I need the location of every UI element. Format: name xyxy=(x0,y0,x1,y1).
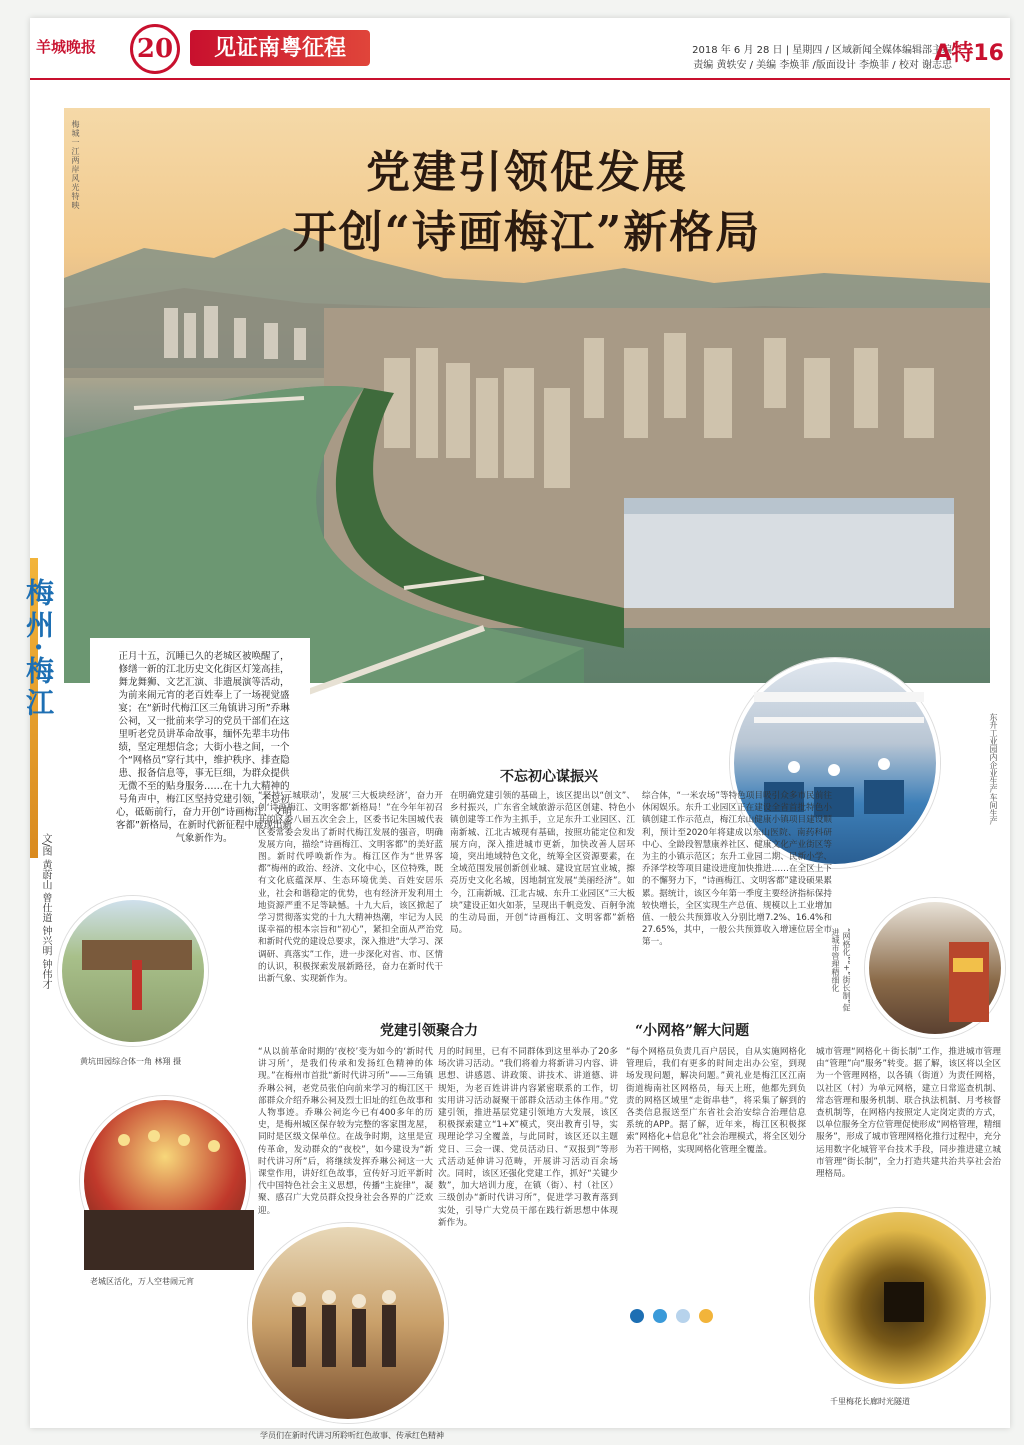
newspaper-logo: 羊城晚报 xyxy=(36,38,97,56)
caption-street: “网格化”“+”街长制”促进城市管理精细化 xyxy=(831,928,851,1012)
anniversary-badge: 20 xyxy=(130,24,180,74)
section-1-title: 不忘初心谋振兴 xyxy=(500,769,598,785)
countryside-illustration xyxy=(62,900,212,1050)
tunnel-photo xyxy=(810,1208,990,1388)
section-title: 见证南粤征程 xyxy=(190,30,370,66)
dot-light-blue xyxy=(653,1309,667,1323)
section-1-col-1: “坚持‘三城联动’，发展‘三大板块经济’，奋力开创‘诗画梅江、文明客都’新格局！”在今年年初召开的区委八届五次全会上，区委书记朱国城代表区委常委会发出了新时代梅江发展的强音，明确发展方向，描绘“诗画梅江、文明客都”的美好蓝图。新时代呼唤新作为。梅江区作为“世界客都”梅州的政治、经济、文化中心，区位特殊，既有文化底蕴深厚、生态环境优美、百姓安居乐业，社会和谐稳定的优势，也有经济开发利用土地资源严重不足等缺憾。十九大后，该区掀起了学习贯彻落实党的十九大精神热潮，牢记为人民谋幸福的根本宗旨和“初心”，紧扣全面从严治党和新时代党的建设总要求，深入推进“大学习、深调研、真落实”工作，进一步深化对省、市、区情的认识，积极探索发展新路径，奋力在新时代干出新气象、实现新作为。 xyxy=(258,791,443,985)
section-1-col-2: 在明确党建引领的基础上，该区提出以“创文”、乡村振兴，广东省全域旅游示范区创建、特色小镇创建等工作为主抓手，立足东升工业园区、江南新城、江北古城现有基础，按照功能定位和发展方向，深入推进城市更新，加快改善人居环境，突出地域特色文化，统筹全区资源要素，在全域范围发展创新创业城、建设宜居宜业城，擦亮历史文化名城，因地制宜发展“美丽经济”。如今，江南新城、江北古城、东升工业园区“三大板块”建设正如火如荼，呈现出千帆竞发、百舸争流的生动局面，开创“诗画梅江、文明客都”新格局。 xyxy=(450,791,635,936)
lantern-festival-photo xyxy=(80,1096,250,1266)
lecture-illustration xyxy=(252,1227,452,1427)
caption-countryside: 黄坑田园综合体一角 林翔 摄 xyxy=(80,1057,182,1066)
caption-tunnel: 千里梅花长廊时光隧道 xyxy=(830,1397,910,1406)
section-2-col-1: “从以前革命时期的‘夜校’变为如今的‘新时代讲习所’，是我们传承和发扬红色精神的体现。”在梅州市首批“新时代讲习所”——三角镇乔琳公祠，老党员张伯向前来学习的梅江区干部群众介绍乔琳公祠及烈士旧址的红色故事和人物事迹。乔琳公祠迄今已有400多年的历史，是梅州城区保存较为完整的客家围龙屋，同时是区级文保单位。在战争时期，这里是宣传革命，发动群众的“夜校”，如今建设为“新时代讲习所”后，将继续发挥乔琳公祠这一大课堂作用，讲好红色故事，宣传好习近平新时代中国特色社会主义思想，传播“主旋律”，凝聚、感召广大党员群众投身社会各界的广泛欢迎。 xyxy=(258,1047,433,1216)
byline: 文/图 黄蔚山 曾仕道 钟兴明 钟伟才 xyxy=(40,833,51,990)
caption-lantern-festival: 老城区活化，万人空巷闹元宵 xyxy=(90,1277,194,1286)
street-photo xyxy=(865,898,1005,1038)
dot-blue xyxy=(630,1309,644,1323)
lecture-hall-photo xyxy=(248,1223,448,1423)
section-3-col-1: “每个网格员负责几百户居民，自从实施网格化管理后，我们有更多的时间走出办公室，到现场发现问题，解决问题。”黄礼业是梅江区江南街道梅南社区网格员，每天上班，他都先到负责的网格区域里“走街串巷”，将采集了解到的各类信息报送至广东省社会治安综合治理信息系统的APP。据了解，近年来，梅江区积极探索“网格化+信息化”社会治理模式，将全区划分为若干网格，实现网格化管理全覆盖。 xyxy=(626,1047,806,1155)
hero-side-caption: 梅城一江两岸风光特映 xyxy=(71,120,80,210)
street-illustration xyxy=(869,902,1009,1042)
date-line: 2018 年 6 月 28 日 | 星期四 / 区域新闻全媒体编辑部主编 xyxy=(692,45,952,56)
caption-factory: 东升工业园内企业生产车间生产 xyxy=(989,713,998,825)
caption-lecture-hall: 学员们在新时代讲习所聆听红色故事、传承红色精神 xyxy=(260,1431,444,1440)
decorative-dots xyxy=(630,1308,717,1327)
page-number: A特16 xyxy=(934,41,1004,66)
section-2-col-2: 月的时间里，已有不同群体到这里举办了20多场次讲习活动。“我们将着力将新讲习内容、讲思想、讲感恩、讲政策、讲技术、讲道德、讲规矩，为老百姓讲讲内容紧密联系的工作，切实用讲习活动凝聚干部群众活动主体作用。”党建引领，推进基层党建引领地方大发展，该区积极探索建立“1+X”模式，突出教育引导，实现理论学习全覆盖，与此同时，该区还以主题党日、三会一课、党员活动日、“双报到”等形式活动延伸讲习范畴，开展讲习活动百余场次。同时，该区还强化党建工作，抓好“关键少数”，加大培训力度，在镇（街）、村（社区）三级创办“新时代讲习所”，促进学习教育落到实处，引导广大党员干部在践行新思想中体现新作为。 xyxy=(438,1047,618,1228)
hero-photo xyxy=(64,108,990,683)
masthead xyxy=(30,18,1010,80)
tunnel-illustration xyxy=(814,1212,994,1392)
section-1-col-3: 综合体，“一米农场”等特色项目吸引众多市民前往休闲娱乐。东升工业园区正在建设全省首批特色小镇创建工作示范点，梅江东山健康小镇项目建设顺利，预计至2020年将建成以东山医院、南药科研中心、全龄段智慧康养社区、健康文化产业街区等为主的小镇示范区；东升工业园二期、民新小学、乔泽学校等项目建设进度加快推进……在全区上下的不懈努力下，“诗画梅江、文明客都”建设硕果累累。据统计，该区今年第一季度主要经济指标保持较快增长，全区实现生产总值、规模以上工业增加值、一般公共预算收入分别比增7.2%、16.4%和27.65%，其中，一般公共预算收入增速位居全市第一。 xyxy=(642,791,832,948)
dot-gold xyxy=(699,1309,713,1323)
editors-line: 责编 黄轶安 / 美编 李焕菲 /版面设计 李焕菲 / 校对 谢志忠 xyxy=(693,60,952,71)
newspaper-page xyxy=(22,18,1010,1440)
city-name: 梅州·梅江 xyxy=(22,578,55,720)
section-3-col-2: 城市管理“网格化＋街长制”工作，推进城市管理由“管理”向“服务”转变。据了解，该区将以全区为一个管理网格，以各镇（街道）为责任网格，以社区（村）为单元网格，建立日常巡查机制、常态管理和服务机制、联合执法机制、月考核督查机制等，在网格内按照定人定岗定责的方式，以单位服务全方位管理促使形成“网格管理，精细服务”，形成了城市管理网格化推行过程中，充分运用数字化城管平台技术手段，同步推进建立城市管理“街长制”，全力打造共建共治共享社会治理格局。 xyxy=(816,1047,1001,1180)
section-2-title: 党建引领聚合力 xyxy=(380,1023,478,1039)
dot-pale-blue xyxy=(676,1309,690,1323)
section-3-title: “小网格”解大问题 xyxy=(635,1023,750,1039)
headline-line-2: 开创“诗画梅江”新格局 xyxy=(292,207,762,258)
headline-line-1: 党建引领促发展 xyxy=(366,147,688,198)
intro-paragraph: 正月十五，沉睡已久的老城区被唤醒了，修缮一新的江北历史文化街区灯笼高挂，舞龙舞狮、文艺汇演、非遗展演等活动，为前来闹元宵的老百姓奉上了一场视觉盛宴；在“新时代梅江区三角镇讲习所”乔琳公祠，又一批前来学习的党员干部们在这里听老党员讲革命故事，缅怀先辈丰功伟绩，坚定理想信念；大街小巷之间，一个个“网格员”穿行其中，维护秩序、排查隐患、报备信息等，事无巨细，为群众提供无微不至的贴身服务……在十九大精神的号角声中，梅江区坚持党建引领，不忘初心，砥砺前行，奋力开创“诗画梅江、文明客都”新格局，在新时代新征程中展现出新气象新作为。 xyxy=(90,638,310,868)
countryside-photo xyxy=(58,896,208,1046)
lantern-illustration xyxy=(84,1100,254,1270)
